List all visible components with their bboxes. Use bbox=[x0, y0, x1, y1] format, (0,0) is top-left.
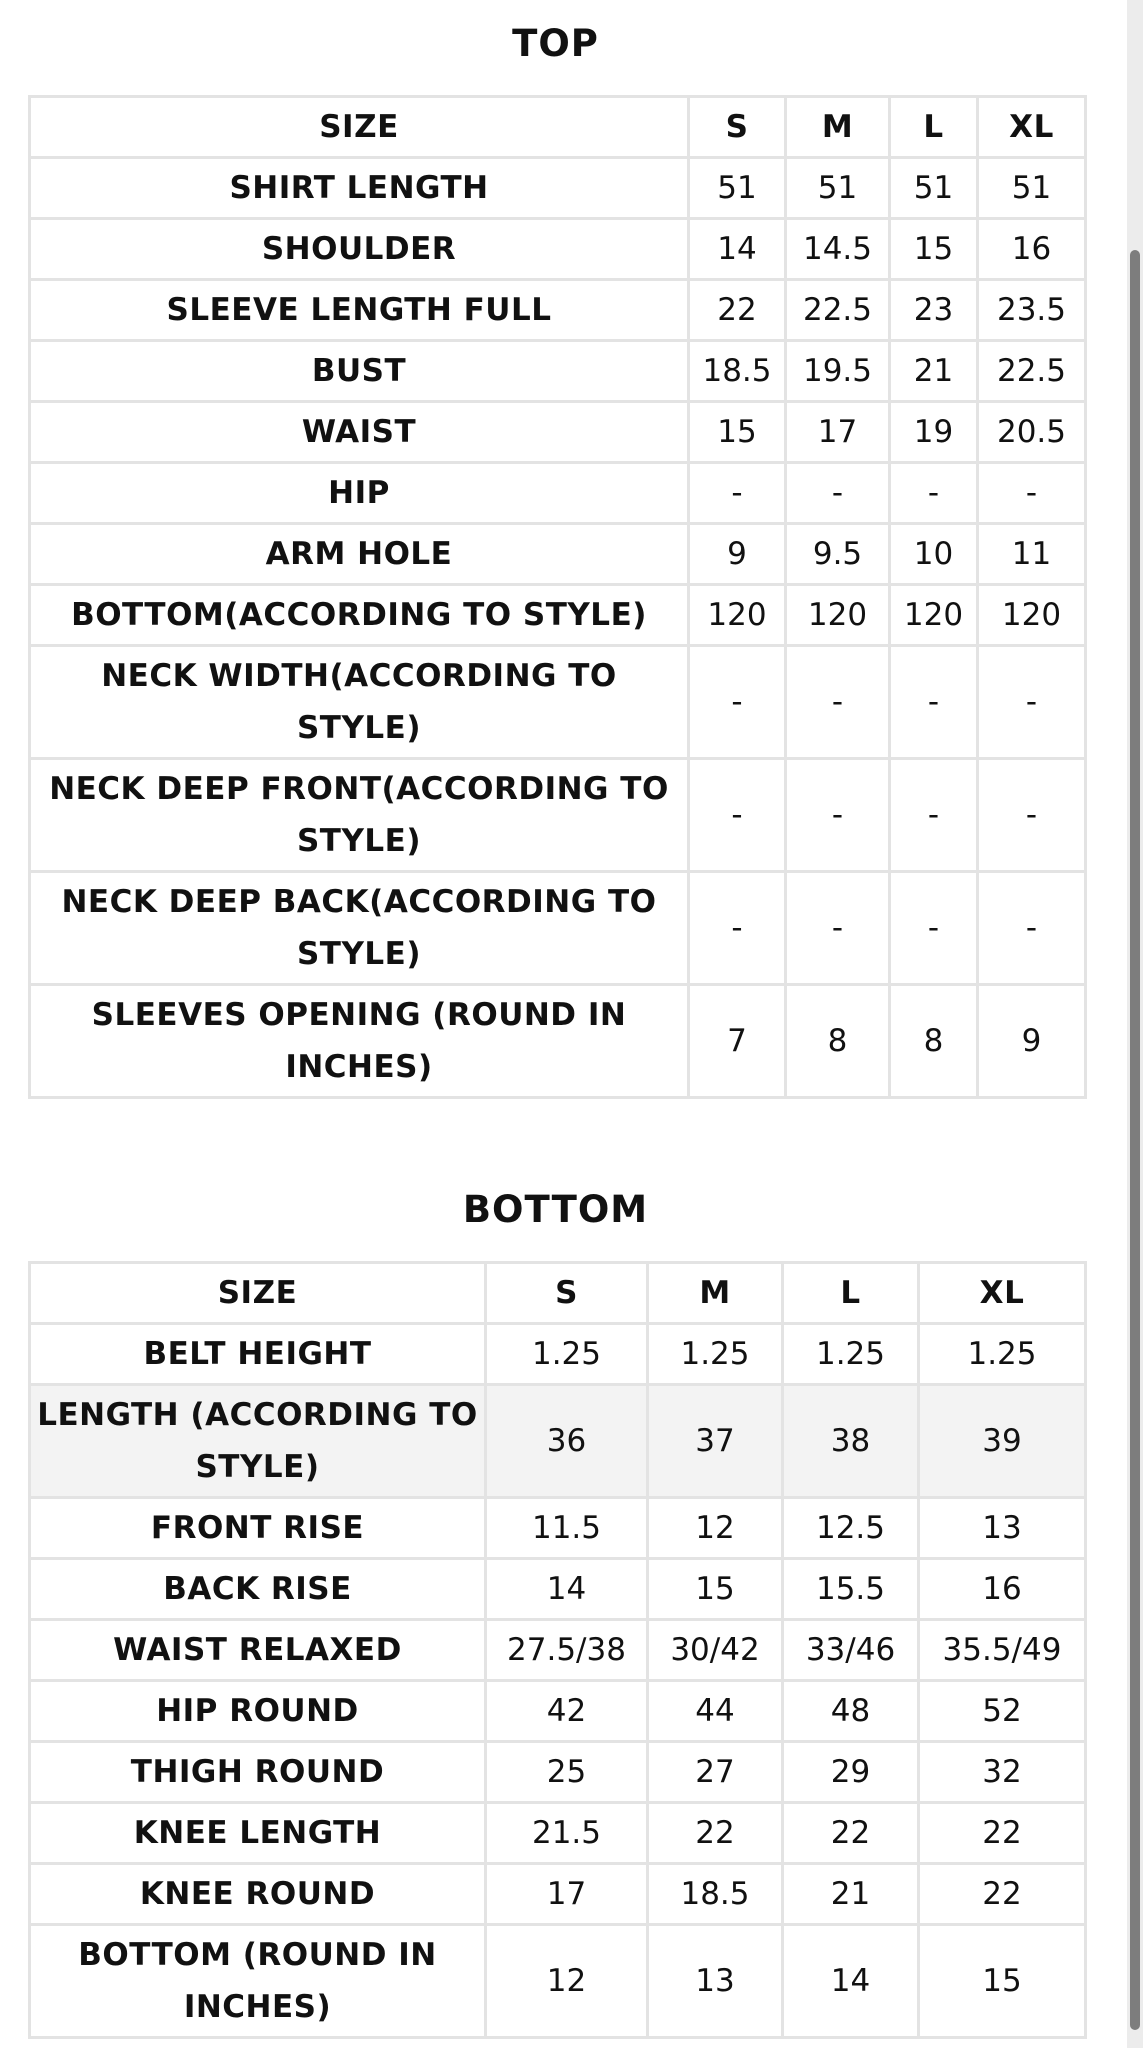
value-cell: 22 bbox=[919, 1803, 1086, 1864]
value-cell: 120 bbox=[978, 585, 1086, 646]
value-cell: 120 bbox=[890, 585, 978, 646]
table-row bbox=[30, 1864, 1086, 1925]
value-cell: 19 bbox=[890, 402, 978, 463]
value-cell: 9 bbox=[689, 524, 786, 585]
row-label: FRONT RISE bbox=[30, 1498, 486, 1559]
value-cell: 39 bbox=[919, 1385, 1086, 1498]
top-size-table bbox=[28, 95, 1087, 1099]
row-label: NECK DEEP FRONT(ACCORDING TO STYLE) bbox=[30, 759, 689, 872]
table-row bbox=[30, 585, 1086, 646]
value-cell: 22.5 bbox=[978, 341, 1086, 402]
value-cell: 15 bbox=[689, 402, 786, 463]
value-cell: 12 bbox=[486, 1925, 648, 2038]
vertical-scrollbar[interactable] bbox=[1127, 0, 1143, 2048]
header-cell: XL bbox=[978, 97, 1086, 158]
value-cell: - bbox=[786, 759, 890, 872]
value-cell: 19.5 bbox=[786, 341, 890, 402]
value-cell: - bbox=[890, 759, 978, 872]
value-cell: - bbox=[890, 872, 978, 985]
value-cell: 8 bbox=[786, 985, 890, 1098]
table-row bbox=[30, 341, 1086, 402]
top-section-title: TOP bbox=[512, 22, 599, 65]
value-cell: 14 bbox=[486, 1559, 648, 1620]
row-label: SHIRT LENGTH bbox=[30, 158, 689, 219]
value-cell: 35.5/49 bbox=[919, 1620, 1086, 1681]
value-cell: 37 bbox=[648, 1385, 783, 1498]
table-row bbox=[30, 1925, 1086, 2038]
value-cell: - bbox=[786, 872, 890, 985]
row-label: WAIST bbox=[30, 402, 689, 463]
value-cell: 30/42 bbox=[648, 1620, 783, 1681]
table-row bbox=[30, 646, 1086, 759]
value-cell: - bbox=[689, 463, 786, 524]
table-row bbox=[30, 1385, 1086, 1498]
value-cell: - bbox=[978, 646, 1086, 759]
value-cell: 29 bbox=[783, 1742, 919, 1803]
header-cell: SIZE bbox=[30, 97, 689, 158]
header-cell: XL bbox=[919, 1263, 1086, 1324]
value-cell: 14.5 bbox=[786, 219, 890, 280]
value-cell: 36 bbox=[486, 1385, 648, 1498]
value-cell: 18.5 bbox=[648, 1864, 783, 1925]
table-row bbox=[30, 1498, 1086, 1559]
value-cell: 16 bbox=[919, 1559, 1086, 1620]
value-cell: 32 bbox=[919, 1742, 1086, 1803]
value-cell: 38 bbox=[783, 1385, 919, 1498]
value-cell: 15.5 bbox=[783, 1559, 919, 1620]
value-cell: 51 bbox=[978, 158, 1086, 219]
value-cell: 23 bbox=[890, 280, 978, 341]
row-label: THIGH ROUND bbox=[30, 1742, 486, 1803]
table-row bbox=[30, 1559, 1086, 1620]
value-cell: 51 bbox=[890, 158, 978, 219]
table-row bbox=[30, 158, 1086, 219]
value-cell: 51 bbox=[786, 158, 890, 219]
value-cell: - bbox=[890, 463, 978, 524]
value-cell: 21 bbox=[890, 341, 978, 402]
value-cell: 16 bbox=[978, 219, 1086, 280]
value-cell: 9 bbox=[978, 985, 1086, 1098]
value-cell: 11 bbox=[978, 524, 1086, 585]
value-cell: 14 bbox=[783, 1925, 919, 2038]
value-cell: 21 bbox=[783, 1864, 919, 1925]
row-label: KNEE ROUND bbox=[30, 1864, 486, 1925]
value-cell: 22 bbox=[783, 1803, 919, 1864]
row-label: SLEEVE LENGTH FULL bbox=[30, 280, 689, 341]
row-label: BACK RISE bbox=[30, 1559, 486, 1620]
value-cell: 1.25 bbox=[783, 1324, 919, 1385]
row-label: ARM HOLE bbox=[30, 524, 689, 585]
table-header-row bbox=[30, 97, 1086, 158]
scrollbar-thumb[interactable] bbox=[1130, 250, 1140, 2030]
row-label: BOTTOM (ROUND IN INCHES) bbox=[30, 1925, 486, 2038]
header-cell: L bbox=[783, 1263, 919, 1324]
table-row bbox=[30, 1681, 1086, 1742]
row-label: NECK DEEP BACK(ACCORDING TO STYLE) bbox=[30, 872, 689, 985]
value-cell: - bbox=[786, 646, 890, 759]
value-cell: 120 bbox=[689, 585, 786, 646]
value-cell: 15 bbox=[919, 1925, 1086, 2038]
value-cell: 22 bbox=[919, 1864, 1086, 1925]
value-cell: 13 bbox=[919, 1498, 1086, 1559]
value-cell: - bbox=[689, 646, 786, 759]
row-label: BUST bbox=[30, 341, 689, 402]
table-header-row bbox=[30, 1263, 1086, 1324]
row-label: SLEEVES OPENING (ROUND IN INCHES) bbox=[30, 985, 689, 1098]
value-cell: - bbox=[978, 759, 1086, 872]
bottom-section-title: BOTTOM bbox=[462, 1188, 649, 1231]
header-cell: S bbox=[689, 97, 786, 158]
table-row bbox=[30, 1803, 1086, 1864]
value-cell: 22.5 bbox=[786, 280, 890, 341]
value-cell: 23.5 bbox=[978, 280, 1086, 341]
value-cell: 27 bbox=[648, 1742, 783, 1803]
value-cell: 18.5 bbox=[689, 341, 786, 402]
value-cell: 21.5 bbox=[486, 1803, 648, 1864]
value-cell: 13 bbox=[648, 1925, 783, 2038]
row-label: HIP bbox=[30, 463, 689, 524]
value-cell: 15 bbox=[890, 219, 978, 280]
bottom-size-table bbox=[28, 1261, 1087, 2039]
value-cell: 17 bbox=[786, 402, 890, 463]
row-label: BOTTOM(ACCORDING TO STYLE) bbox=[30, 585, 689, 646]
header-cell: M bbox=[648, 1263, 783, 1324]
value-cell: - bbox=[689, 872, 786, 985]
value-cell: 7 bbox=[689, 985, 786, 1098]
header-cell: S bbox=[486, 1263, 648, 1324]
value-cell: 12.5 bbox=[783, 1498, 919, 1559]
row-label: WAIST RELAXED bbox=[30, 1620, 486, 1681]
row-label: KNEE LENGTH bbox=[30, 1803, 486, 1864]
value-cell: 10 bbox=[890, 524, 978, 585]
value-cell: 12 bbox=[648, 1498, 783, 1559]
value-cell: 9.5 bbox=[786, 524, 890, 585]
row-label: BELT HEIGHT bbox=[30, 1324, 486, 1385]
value-cell: - bbox=[978, 463, 1086, 524]
value-cell: 14 bbox=[689, 219, 786, 280]
row-label: SHOULDER bbox=[30, 219, 689, 280]
table-row bbox=[30, 872, 1086, 985]
value-cell: 15 bbox=[648, 1559, 783, 1620]
table-row bbox=[30, 1742, 1086, 1803]
table-row bbox=[30, 463, 1086, 524]
table-row bbox=[30, 1620, 1086, 1681]
value-cell: 17 bbox=[486, 1864, 648, 1925]
value-cell: 22 bbox=[648, 1803, 783, 1864]
header-cell: L bbox=[890, 97, 978, 158]
value-cell: 1.25 bbox=[648, 1324, 783, 1385]
value-cell: 33/46 bbox=[783, 1620, 919, 1681]
value-cell: 27.5/38 bbox=[486, 1620, 648, 1681]
value-cell: 48 bbox=[783, 1681, 919, 1742]
table-row bbox=[30, 524, 1086, 585]
value-cell: 1.25 bbox=[919, 1324, 1086, 1385]
value-cell: 25 bbox=[486, 1742, 648, 1803]
value-cell: 20.5 bbox=[978, 402, 1086, 463]
table-row bbox=[30, 280, 1086, 341]
value-cell: - bbox=[786, 463, 890, 524]
table-row bbox=[30, 1324, 1086, 1385]
table-row bbox=[30, 219, 1086, 280]
value-cell: 120 bbox=[786, 585, 890, 646]
row-label: LENGTH (ACCORDING TO STYLE) bbox=[30, 1385, 486, 1498]
value-cell: 8 bbox=[890, 985, 978, 1098]
header-cell: M bbox=[786, 97, 890, 158]
value-cell: - bbox=[890, 646, 978, 759]
row-label: NECK WIDTH(ACCORDING TO STYLE) bbox=[30, 646, 689, 759]
value-cell: 1.25 bbox=[486, 1324, 648, 1385]
value-cell: 52 bbox=[919, 1681, 1086, 1742]
table-row bbox=[30, 402, 1086, 463]
row-label: HIP ROUND bbox=[30, 1681, 486, 1742]
value-cell: 42 bbox=[486, 1681, 648, 1742]
table-row bbox=[30, 985, 1086, 1098]
table-row bbox=[30, 759, 1086, 872]
header-cell: SIZE bbox=[30, 1263, 486, 1324]
value-cell: 51 bbox=[689, 158, 786, 219]
value-cell: 44 bbox=[648, 1681, 783, 1742]
value-cell: - bbox=[689, 759, 786, 872]
value-cell: - bbox=[978, 872, 1086, 985]
value-cell: 22 bbox=[689, 280, 786, 341]
value-cell: 11.5 bbox=[486, 1498, 648, 1559]
